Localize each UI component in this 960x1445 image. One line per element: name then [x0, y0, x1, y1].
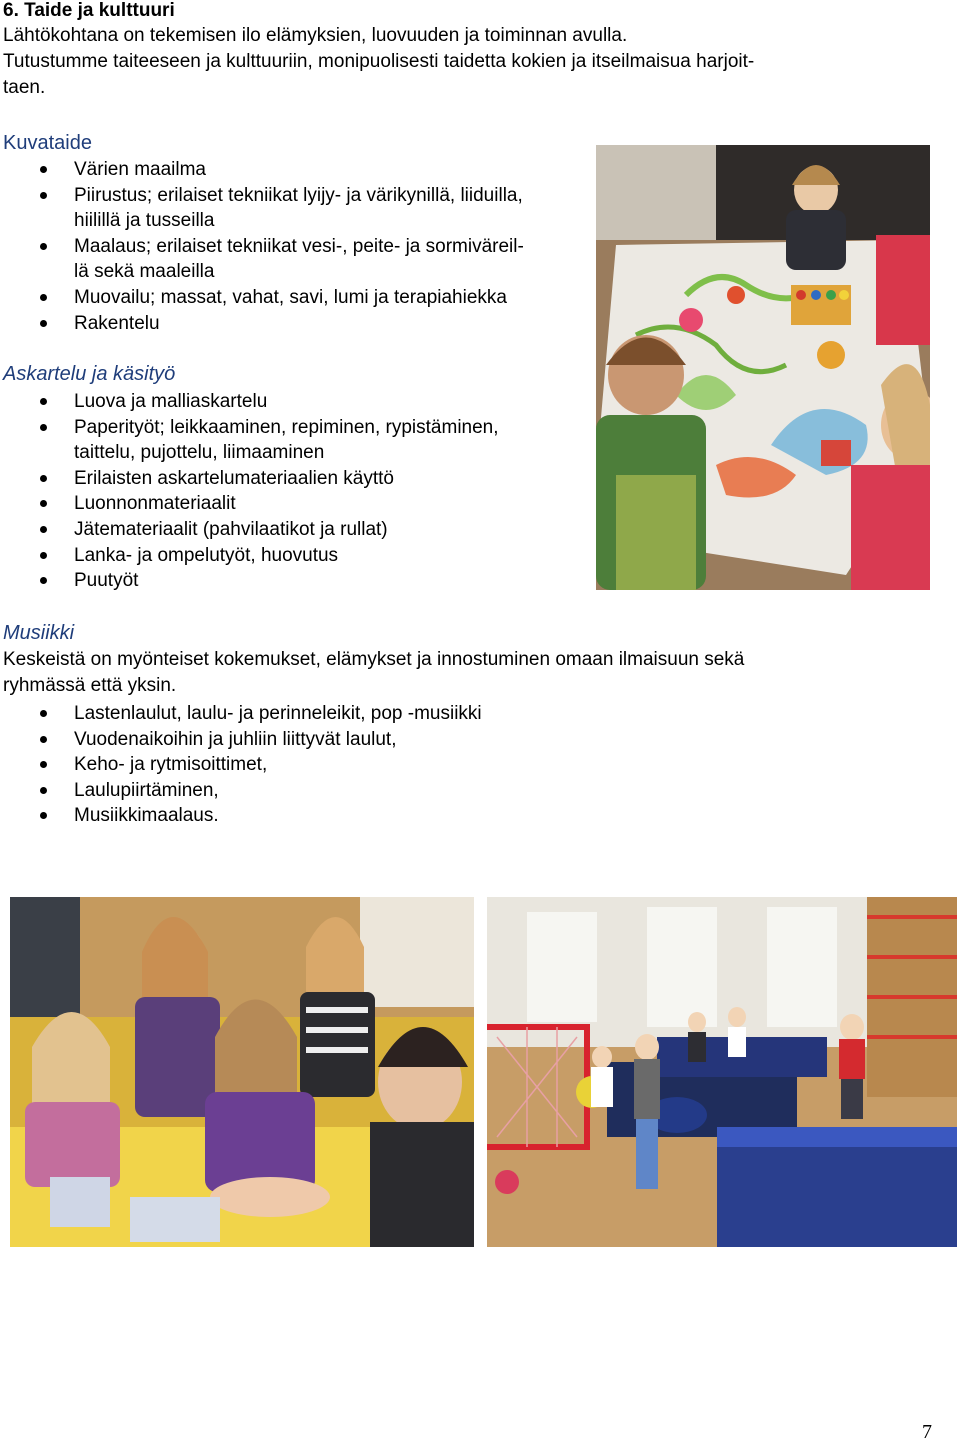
askartelu-item-text: taittelu, pujottelu, liimaaminen: [74, 442, 325, 464]
askartelu-heading: Askartelu ja käsityö: [3, 363, 176, 385]
askartelu-item: [3, 466, 499, 492]
askartelu-item-text: Jätemateriaalit (pahvilaatikot ja rullat): [74, 518, 388, 540]
kuvataide-item: [3, 234, 524, 285]
askartelu-item-text: Puutyöt: [74, 570, 139, 592]
musiikki-item: [3, 803, 482, 829]
kuvataide-item-text: lä sekä maaleilla: [74, 261, 215, 283]
kuvataide-item-text: Muovailu; massat, vahat, savi, lumi ja terapiahiekka: [74, 286, 507, 308]
kuvataide-item-text: Rakentelu: [74, 312, 160, 334]
children-painting-photo: [596, 145, 930, 590]
askartelu-item-text: Paperityöt; leikkaaminen, repiminen, rypistäminen,: [74, 416, 499, 438]
section-title: 6. Taide ja kulttuuri: [3, 0, 175, 21]
musiikki-item-text: Vuodenaikoihin ja juhliin liittyvät laulut,: [74, 728, 397, 750]
musiikki-intro-1: Keskeistä on myönteiset kokemukset, elämykset ja innostuminen omaan ilmaisuun sekä: [3, 649, 745, 670]
musiikki-item-text: Keho- ja rytmisoittimet,: [74, 754, 268, 776]
askartelu-item-text: Luova ja malliaskartelu: [74, 391, 268, 412]
askartelu-item-text: Erilaisten askartelumateriaalien käyttö: [74, 467, 394, 489]
musiikki-item: [3, 727, 482, 753]
askartelu-item-text: Luonnonmateriaalit: [74, 493, 236, 515]
musiikki-item-text: Lastenlaulut, laulu- ja perinneleikit, pop -musiikki: [74, 703, 482, 724]
musiikki-item-text: Laulupiirtäminen,: [74, 779, 219, 801]
askartelu-list: [3, 389, 499, 594]
kuvataide-item: [3, 183, 524, 234]
intro-line-1: Lähtökohtana on tekemisen ilo elämyksien, luovuuden ja toiminnan avulla.: [3, 25, 628, 46]
musiikki-intro-2: ryhmässä että yksin.: [3, 675, 177, 696]
kuvataide-item: [3, 311, 524, 337]
children-nail-painting-photo: [10, 897, 474, 1247]
kuvataide-item: [3, 285, 524, 311]
children-gym-hall-photo: [487, 897, 957, 1247]
intro-line-2: Tutustumme taiteeseen ja kulttuuriin, monipuolisesti taidetta kokien ja itseilmaisua harjoit-: [3, 51, 755, 72]
askartelu-item-text: Lanka- ja ompelutyöt, huovutus: [74, 544, 339, 566]
askartelu-item: [3, 415, 499, 466]
askartelu-item: [3, 543, 499, 569]
kuvataide-item-text: hiilillä ja tusseilla: [74, 210, 215, 232]
kuvataide-item-text: Maalaus; erilaiset tekniikat vesi-, peite- ja sormiväreil-: [74, 235, 524, 257]
page-number: 7: [922, 1421, 932, 1443]
kuvataide-heading: Kuvataide: [3, 132, 92, 154]
musiikki-item-text: Musiikkimaalaus.: [74, 805, 219, 827]
kuvataide-item-text: Piirustus; erilaiset tekniikat lyijy- ja värikynillä, liiduilla,: [74, 184, 523, 206]
askartelu-item: [3, 517, 499, 543]
musiikki-item: [3, 778, 482, 804]
intro-line-3: taen.: [3, 77, 46, 98]
musiikki-item: [3, 752, 482, 778]
kuvataide-item: [3, 157, 524, 183]
musiikki-heading: Musiikki: [3, 622, 75, 644]
kuvataide-item-text: Värien maailma: [74, 159, 206, 180]
musiikki-list: [3, 701, 482, 829]
askartelu-item: [3, 389, 499, 415]
kuvataide-list: [3, 157, 524, 336]
askartelu-item: [3, 568, 499, 594]
musiikki-item: [3, 701, 482, 727]
askartelu-item: [3, 491, 499, 517]
